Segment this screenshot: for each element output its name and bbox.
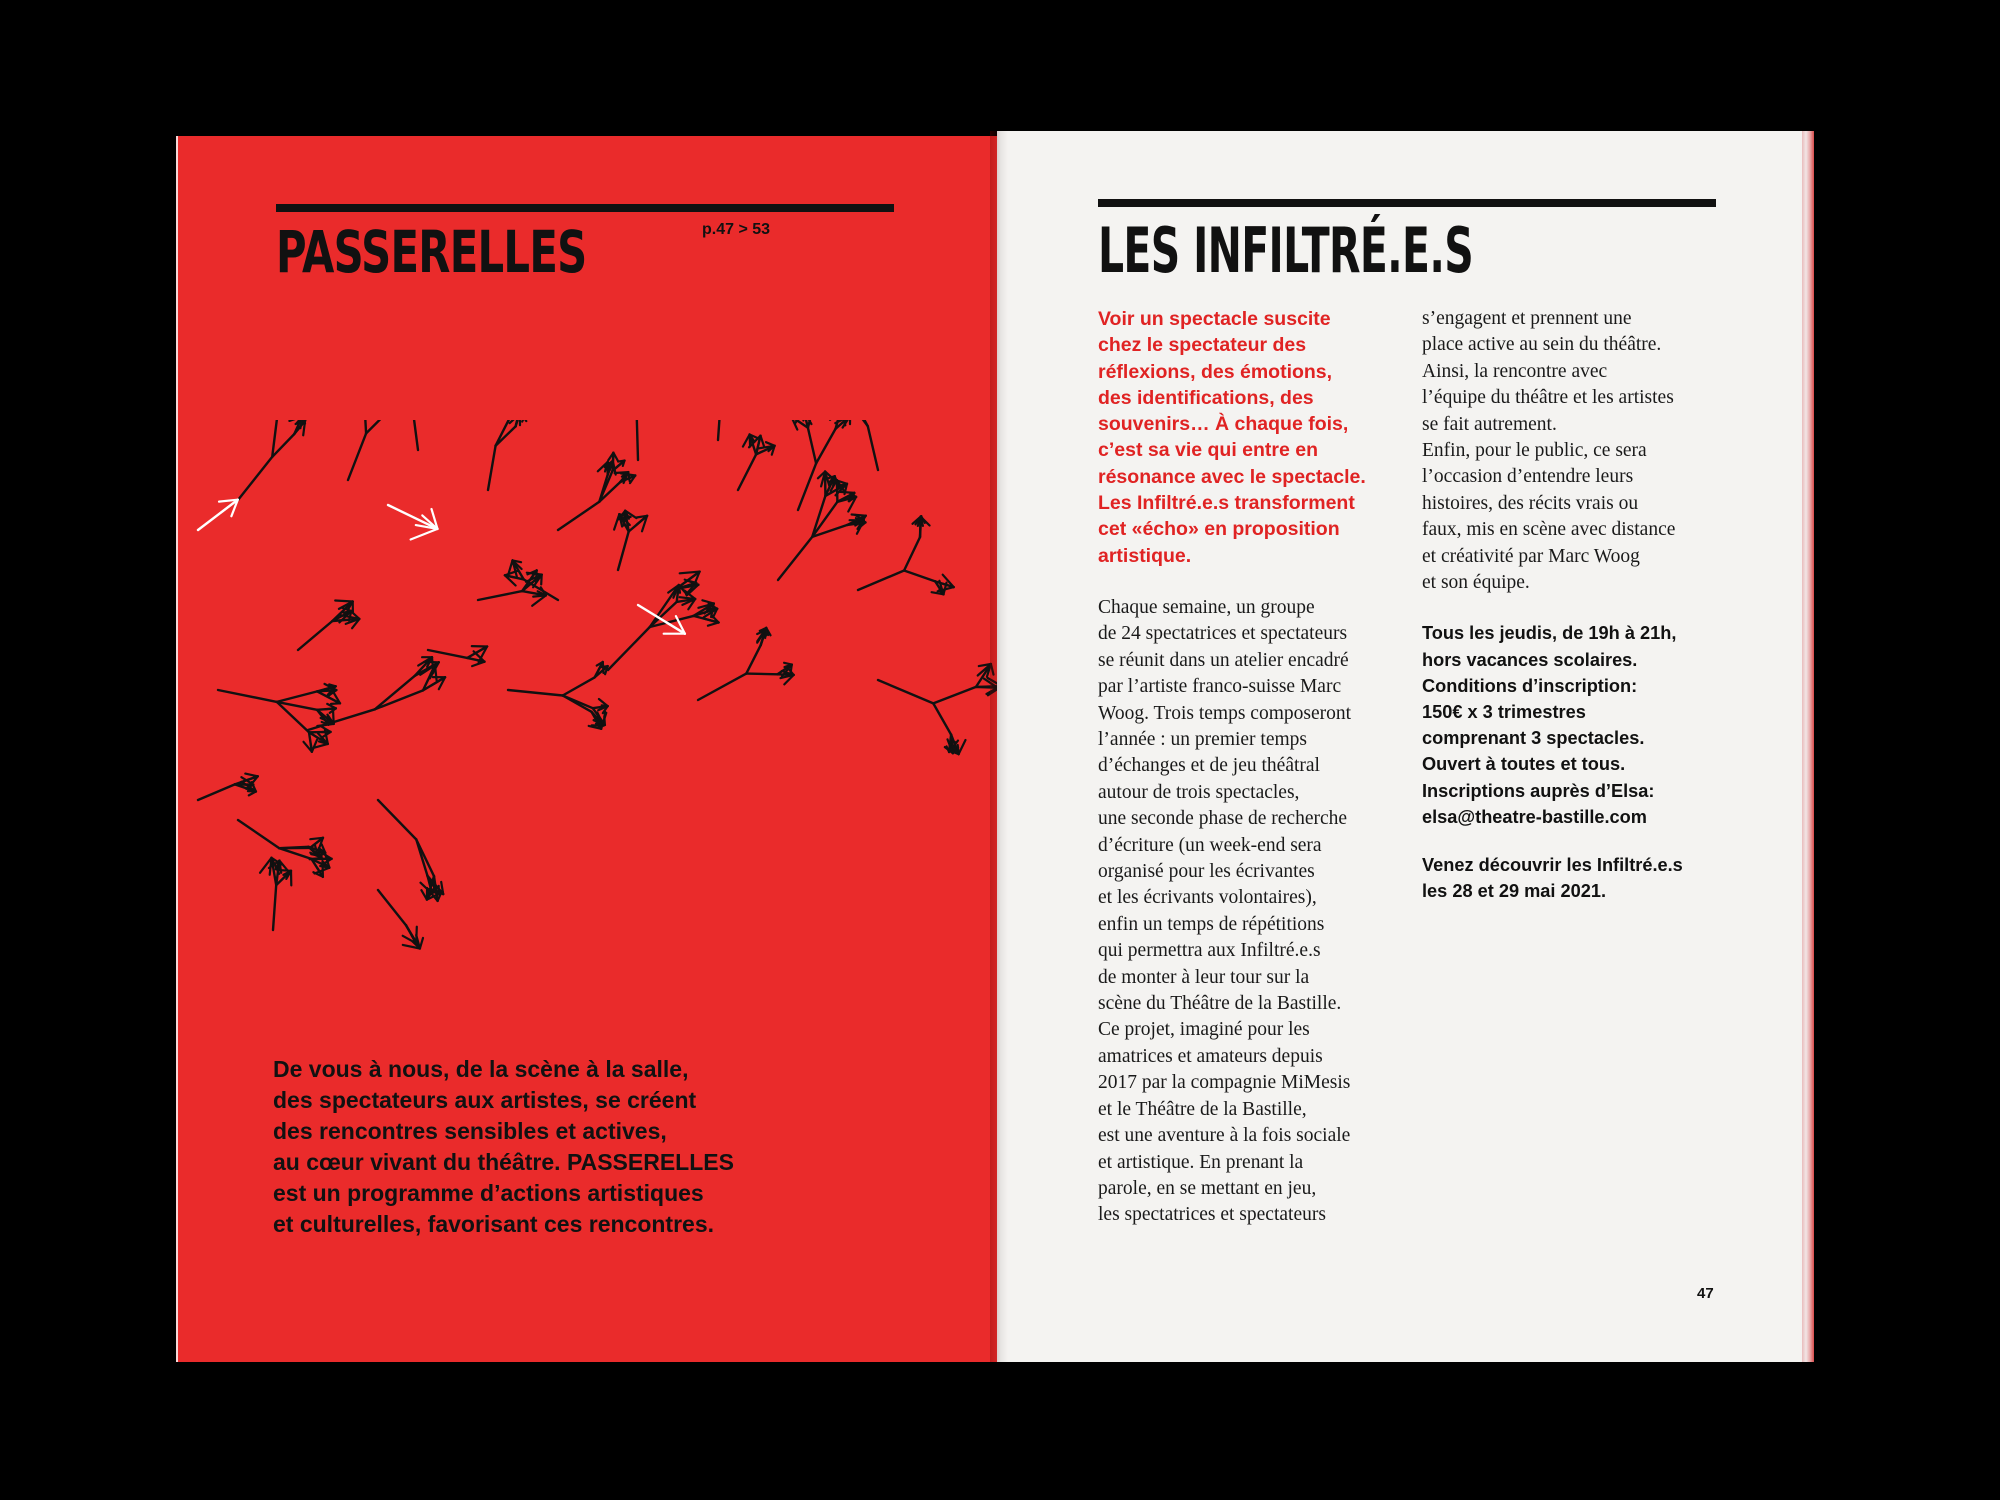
plant-stroke — [516, 420, 519, 424]
lede-paragraph — [1098, 306, 1398, 569]
body-line: et créativité par Marc Woog — [1422, 545, 1640, 567]
body-line: qui permettra aux Infiltré.e.s — [1098, 940, 1321, 962]
intro-line: au cœur vivant du théâtre. PASSERELLES — [273, 1149, 734, 1175]
plant-stroke — [238, 820, 279, 848]
body-line: et le Théâtre de la Bastille, — [1098, 1098, 1307, 1120]
plant-stroke — [778, 537, 812, 580]
plant-stroke — [812, 496, 825, 537]
body-line: parole, en se mettant en jeu, — [1098, 1177, 1317, 1199]
plant-stroke — [637, 420, 638, 460]
body-line: faux, mis en scène avec distance — [1422, 519, 1676, 541]
spine-gutter — [990, 131, 1008, 1362]
section-title-infiltres: LES INFILTRÉ.E.S — [1098, 214, 1474, 287]
practical-info — [1422, 620, 1742, 830]
info-line: 150€ x 3 trimestres — [1422, 702, 1586, 723]
info-line: comprenant 3 spectacles. — [1422, 728, 1645, 749]
plant-stroke — [478, 591, 522, 600]
intro-line: est un programme d’actions artistiques — [273, 1180, 704, 1206]
performance-dates — [1422, 852, 1742, 904]
body-line: et son équipe. — [1422, 572, 1530, 594]
intro-line: des spectateurs aux artistes, se créent — [273, 1087, 697, 1113]
plant-stroke — [198, 784, 235, 800]
plant-stroke — [618, 532, 629, 571]
body-line: l’occasion d’entendre leurs — [1422, 466, 1634, 488]
info-line: Ouvert à toutes et tous. — [1422, 754, 1626, 775]
article-column-1 — [1098, 306, 1398, 1229]
body-line: s’engagent et prennent une — [1422, 308, 1632, 329]
body-line: l’équipe du théâtre et les artistes — [1422, 387, 1674, 409]
plant-stroke — [746, 645, 760, 673]
plant-stroke — [933, 703, 951, 734]
plant-stroke — [904, 537, 920, 570]
lede-line: Les Infiltré.e.s transforment — [1098, 492, 1355, 515]
page-number: 47 — [1697, 1285, 1714, 1302]
body-line: scène du Théâtre de la Bastille. — [1098, 993, 1342, 1015]
plant-stroke — [840, 492, 854, 493]
intro-line: des rencontres sensibles et actives, — [273, 1118, 667, 1144]
body-line: les spectatrices et spectateurs — [1098, 1204, 1326, 1226]
body-line: Ainsi, la rencontre avec — [1422, 360, 1608, 382]
plant-stroke — [273, 885, 276, 930]
lede-line: des identifications, des — [1098, 386, 1314, 409]
plant-stroke — [348, 433, 366, 480]
body-line: d’écriture (un week-end sera — [1098, 834, 1322, 856]
body-line: Woog. Trois temps composeront — [1098, 702, 1352, 724]
plant-stroke — [378, 800, 416, 840]
plant-stroke — [784, 663, 792, 665]
plant-stroke — [218, 690, 277, 702]
body-line: se fait autrement. — [1422, 413, 1557, 435]
body-line: histoires, des récits vrais ou — [1422, 492, 1639, 514]
plant-stroke — [298, 621, 332, 650]
body-paragraph-continued — [1422, 306, 1742, 596]
body-line: amatrices et amateurs depuis — [1098, 1045, 1323, 1067]
plant-stroke — [852, 420, 868, 426]
plant-stroke — [310, 838, 323, 839]
body-line: d’échanges et de jeu théâtral — [1098, 755, 1320, 777]
page-edge-right — [1802, 131, 1814, 1362]
lede-line: chez le spectateur des — [1098, 334, 1307, 357]
plant-stroke — [743, 435, 750, 447]
plant-stroke — [933, 687, 976, 704]
plant-stroke — [816, 429, 835, 464]
plant-stroke — [766, 442, 775, 446]
body-line: autour de trois spectacles, — [1098, 781, 1300, 803]
body-line: de 24 spectatrices et spectateurs — [1098, 623, 1348, 645]
body-line: par l’artiste franco-suisse Marc — [1098, 676, 1342, 698]
title-rule-left — [276, 204, 894, 212]
intro-line: De vous à nous, de la scène à la salle, — [273, 1056, 689, 1082]
plant-stroke — [852, 515, 866, 516]
plant-stroke — [300, 420, 302, 428]
plant-stroke — [364, 420, 366, 433]
plant-stroke — [366, 420, 391, 433]
plant-stroke — [746, 674, 777, 675]
lede-line: cet «écho» en proposition — [1098, 518, 1340, 541]
plant-stroke — [411, 529, 438, 540]
body-line: l’année : un premier temps — [1098, 729, 1308, 750]
plant-stroke — [618, 461, 624, 462]
email-line: elsa@theatre-bastille.com — [1422, 806, 1647, 827]
body-line: Ce projet, imaginé pour les — [1098, 1019, 1310, 1041]
body-line: de monter à leur tour sur la — [1098, 966, 1310, 988]
info-line: Conditions d’inscription: — [1422, 675, 1638, 696]
lede-line: résonance avec le spectacle. — [1098, 465, 1366, 488]
plant-stroke — [613, 461, 616, 475]
plant-stroke — [428, 650, 467, 658]
info-line: Inscriptions auprès d’Elsa: — [1422, 780, 1655, 801]
plant-stroke — [238, 457, 272, 500]
plant-stroke — [868, 426, 878, 470]
plant-stroke — [496, 426, 516, 445]
info-line: hors vacances scolaires. — [1422, 649, 1638, 670]
plant-stroke — [604, 716, 605, 725]
lede-line: Voir un spectacle suscite — [1098, 308, 1331, 330]
plant-stroke — [858, 571, 904, 591]
body-line: Chaque semaine, un groupe — [1098, 596, 1315, 618]
page-range: p.47 > 53 — [702, 221, 771, 238]
body-line: place active au sein du théâtre. — [1422, 334, 1662, 356]
plant-stroke — [698, 674, 746, 700]
plant-stroke — [375, 676, 415, 710]
body-line: et les écrivants volontaires), — [1098, 887, 1317, 909]
plant-stroke — [420, 938, 423, 949]
plant-stroke — [558, 502, 599, 530]
body-line: se réunit dans un atelier encadré — [1098, 649, 1349, 671]
plant-stroke — [488, 446, 496, 490]
plant-stroke — [798, 463, 816, 510]
body-line: une seconde phase de recherche — [1098, 808, 1348, 830]
plant-stroke — [375, 690, 423, 709]
section-title-passerelles: PASSERELLES — [276, 218, 587, 286]
plant-stroke — [245, 774, 257, 777]
branching-plant-illustration — [178, 420, 998, 1020]
plant-stroke — [412, 420, 418, 450]
plant-stroke — [416, 927, 417, 944]
body-line: organisé pour les écrivantes — [1098, 861, 1315, 883]
lede-line: souvenirs… À chaque fois, — [1098, 413, 1349, 436]
plant-stroke — [878, 680, 933, 703]
plant-stroke — [808, 428, 816, 464]
plant-stroke — [563, 696, 593, 709]
plant-stroke — [563, 677, 595, 695]
plant-stroke — [614, 514, 619, 529]
plant-stroke — [959, 740, 966, 754]
body-line: et artistique. En prenant la — [1098, 1151, 1304, 1173]
plant-stroke — [388, 505, 438, 529]
plant-stroke — [718, 420, 721, 440]
passerelles-intro — [273, 1054, 813, 1240]
lede-line: réflexions, des émotions, — [1098, 360, 1333, 383]
plant-stroke — [508, 560, 513, 577]
intro-line: et culturelles, favorisant ces rencontres. — [273, 1211, 715, 1237]
title-rule-right — [1098, 199, 1716, 207]
plant-stroke — [738, 454, 756, 490]
closing-line: Venez découvrir les Infiltré.e.s — [1422, 855, 1683, 876]
body-line: est une aventure à la fois sociale — [1098, 1125, 1351, 1147]
lede-line: c’est sa vie qui entre en — [1098, 439, 1319, 462]
body-line: Enfin, pour le public, ce sera — [1422, 440, 1647, 462]
plant-stroke — [702, 600, 713, 603]
article-column-2 — [1422, 306, 1742, 905]
plant-stroke — [508, 690, 563, 696]
plant-stroke — [378, 890, 406, 925]
plant-stroke — [279, 848, 311, 859]
plant-stroke — [335, 601, 353, 602]
body-line: enfin un temps de répétitions — [1098, 913, 1325, 935]
plant-stroke — [608, 627, 650, 670]
body-paragraph — [1098, 595, 1398, 1229]
plant-stroke — [277, 691, 317, 702]
body-line: 2017 par la compagnie MiMesis — [1098, 1072, 1351, 1094]
plant-stroke — [904, 571, 935, 582]
plant-stroke — [312, 740, 317, 752]
info-line: Tous les jeudis, de 19h à 21h, — [1422, 623, 1677, 644]
closing-line: les 28 et 29 mai 2021. — [1422, 881, 1607, 902]
lede-line: artistique. — [1098, 544, 1192, 567]
